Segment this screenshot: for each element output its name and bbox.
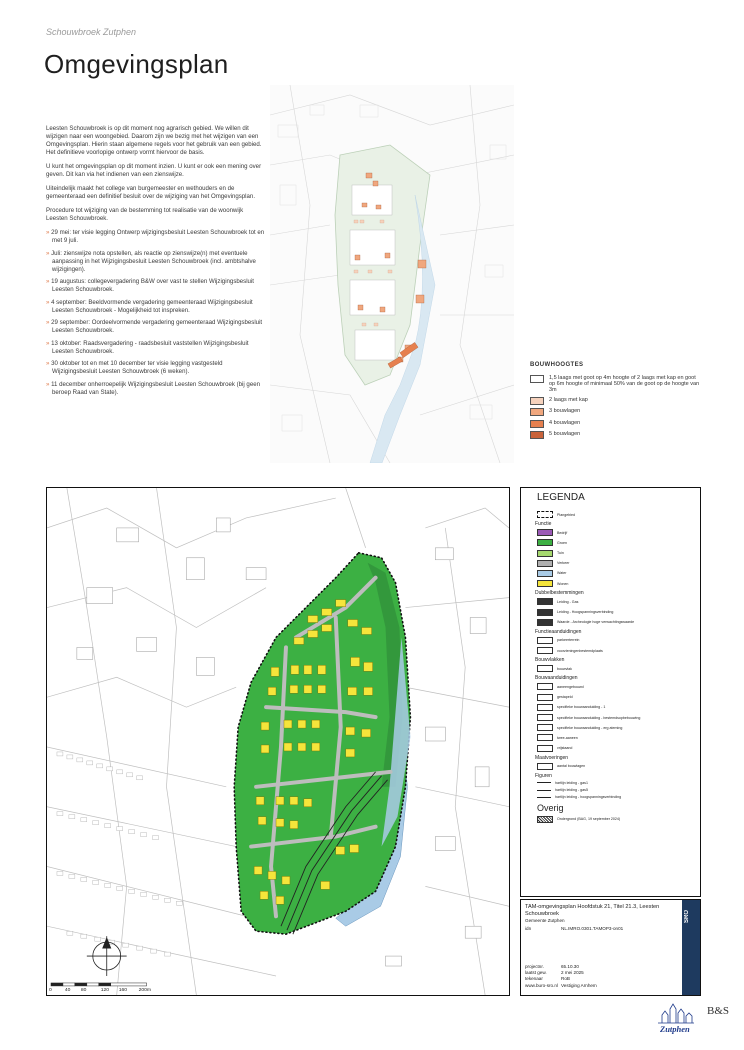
legend-label: vrijstaand [557, 746, 573, 751]
titleblock-key: tekenaar [525, 976, 543, 982]
legend-section-overig: Overig [537, 802, 564, 813]
procedure-step: » 29 september: Oordeelvormende vergadering gemeenteraad Wijzigingsbesluit Leesten Schouwbroek. [46, 319, 266, 335]
building-height-item [530, 408, 700, 416]
legend-label: Bedrijf [557, 530, 568, 535]
building-height-swatch [530, 431, 544, 439]
zutphen-logo [656, 1003, 696, 1039]
legend-swatch [537, 560, 553, 567]
building-height-label: 5 bouwlagen [549, 431, 581, 437]
building-height-swatch [530, 420, 544, 428]
procedure-step: » 4 september: Beeldvormende vergadering gemeenteraad Wijzigingsbesluit Leesten Schouwbroek - Mogelijkheid tot inspreken. [46, 299, 266, 315]
legend-item [537, 763, 694, 770]
sro-logo: SRO [684, 910, 690, 924]
legend-label: Groen [557, 540, 567, 545]
scale-label: 120 [100, 987, 110, 993]
legend-label: hartlijn leiding - hoogspanningsverbinding [555, 795, 622, 800]
titleblock-key: www.buro-sro.nl [525, 982, 558, 988]
legend-section: Functieaanduidingen [535, 628, 582, 635]
zoning-map [46, 487, 510, 996]
page-subtitle: Schouwbroek Zutphen [46, 27, 137, 37]
legend-label: Verkeer [557, 561, 570, 566]
building-heights-legend [530, 362, 700, 443]
map-legend [520, 487, 701, 897]
procedure-step: » 13 oktober: Raadsvergadering - raadsbesluit vaststellen Wijzigingsbesluit Leesten Schouwbroek. [46, 340, 266, 356]
legend-item [537, 745, 694, 752]
building-height-item [530, 397, 700, 405]
legend-label: hartlijn leiding - gas1 [555, 780, 588, 785]
legend-swatch [537, 724, 553, 731]
legend-label: parkeerterrein [557, 638, 580, 643]
intro-text [46, 125, 266, 401]
legend-label: specifieke bouwaanduiding - 1 [557, 705, 606, 710]
legend-item [537, 724, 694, 731]
legend-section: Bouwaanduidingen [535, 675, 578, 682]
building-height-label: 3 bouwlagen [549, 408, 581, 414]
legend-item [537, 570, 694, 577]
procedure-step: » 29 mei: ter visie legging Ontwerp wijzigingsbesluit Leesten Schouwbroek tot en met 9 juli. [46, 229, 266, 245]
page-title: Omgevingsplan [44, 49, 229, 79]
procedure-step: » Juli: zienswijze nota opstellen, als reactie op zienswijze(n) met eventuele aanpassing in het Wijzigingsbesluit Leesten Schouwbroek (incl. ambtshalve wijzigingen). [46, 250, 266, 274]
legend-item [537, 683, 694, 690]
legend-section: Figuren [535, 772, 552, 779]
legend-label: bouwvlak [557, 666, 572, 671]
legend-label: gestapeld [557, 695, 573, 700]
plan-heading: TAM-omgevingsplan Hoofdstuk 21, Titel 21.3, Leesten Schouwbroek [525, 904, 660, 917]
legend-item [537, 781, 694, 785]
id-label: idn [525, 926, 532, 931]
building-height-swatch [530, 375, 544, 383]
legend-item [537, 511, 694, 518]
legend-item [537, 816, 694, 823]
legend-section: Bouwvlakken [535, 657, 565, 664]
city-name: Zutphen [660, 1024, 690, 1034]
legend-label: Water [557, 571, 567, 576]
legend-item [537, 788, 694, 792]
legend-item [537, 665, 694, 672]
legend-item [537, 795, 694, 799]
bs-logo-text: B&S [707, 1005, 730, 1017]
legend-section: Maatvoeringen [535, 754, 569, 761]
municipality: Gemeente Zutphen [525, 918, 565, 923]
legend-label: Leiding - Gas [557, 599, 579, 604]
legend-section: Dubbelbestemmingen [535, 590, 584, 597]
legend-swatch [537, 609, 553, 616]
building-height-label: 4 bouwlagen [549, 419, 581, 426]
title-block [520, 899, 701, 996]
legend-label: aantal bouwlagen [557, 764, 586, 769]
scale-label: 40 [64, 987, 71, 993]
legend-swatch [537, 637, 553, 644]
id-value: NL.IMRO.0301.TAMOP3-on01 [561, 926, 624, 931]
legend-swatch [537, 763, 553, 770]
titleblock-value: 2 mei 2025 [561, 970, 584, 976]
scale-bar [51, 983, 147, 986]
titleblock-key: projectnr. [525, 964, 544, 969]
legend-swatch [537, 734, 553, 741]
legend-item [537, 734, 694, 741]
legend-label: Ondergrond (BAG, 19 september 2024) [557, 817, 621, 821]
titleblock-key: laatst gew. [525, 970, 547, 976]
bs-logo [707, 1006, 731, 1036]
legend-item [537, 704, 694, 711]
legend-swatch [537, 647, 553, 654]
building-heights-title: BOUWHOOGTES [530, 362, 584, 368]
building-height-label: 2 laags met kap [549, 396, 588, 403]
legend-swatch [537, 580, 553, 587]
legend-swatch [537, 539, 553, 546]
legend-swatch [537, 529, 553, 536]
intro-paragraph: Leesten Schouwbroek is op dit moment nog agrarisch gebied. We willen dit wijzigen naar een woongebied. Daarom zijn we bezig met het wijzigen van een Omgevingsplan. Hierin staan algemene regels voor het gebruik van een gebied. Het definitieve voorlopige ontwerp vormt hiervoor de basis. [46, 125, 262, 156]
legend-label: Waarde - Archeologie hoge verwachtingswaarde [557, 620, 635, 625]
legend-swatch [537, 683, 553, 690]
building-height-label: 1,5 laags met goot op 4m hoogte of 2 laags met kap en goot op 6m hoogte of minimaal 50% van de goot op de hoogte van 3m [549, 375, 700, 393]
legend-swatch [537, 570, 553, 577]
building-height-item [530, 431, 700, 439]
scale-label: 160 [118, 987, 127, 993]
legend-swatch [537, 714, 553, 721]
scale-label: 80 [80, 987, 87, 993]
legend-item [537, 619, 694, 626]
legend-item [537, 560, 694, 567]
legend-title: LEGENDA [537, 492, 585, 503]
legend-swatch [537, 797, 551, 798]
legend-label: specifieke bouwaanduiding - erg ateming [557, 725, 623, 730]
legend-swatch [537, 816, 553, 823]
titleblock-row [525, 983, 675, 989]
legend-label: twee-aaneen [557, 735, 578, 740]
intro-paragraph: Procedure tot wijziging van de bestemming tot realisatie van de woonwijk Leesten Schouwbroek. [46, 207, 244, 222]
legend-label: aaneengebouwd [557, 684, 584, 689]
legend-label: Plangebied [557, 512, 575, 517]
legend-swatch [537, 694, 553, 701]
legend-item [537, 529, 694, 536]
titleblock-value: 65.10.30 [561, 964, 579, 969]
legend-swatch [537, 704, 553, 711]
legend-label: voorzieningenbestemdplaats [557, 648, 603, 653]
procedure-step: » 30 oktober tot en met 10 december ter visie legging vastgesteld Wijzigingsbesluit Leesten Schouwbroek (6 weken). [46, 360, 266, 376]
legend-label: specifieke bouwaanduiding - bestemdsopbebouwing [557, 715, 641, 720]
legend-item [537, 637, 694, 644]
legend-swatch [537, 782, 551, 783]
legend-item [537, 539, 694, 546]
legend-item [537, 694, 694, 701]
legend-swatch [537, 790, 551, 791]
legend-item [537, 647, 694, 654]
building-heights-map [270, 85, 514, 463]
procedure-step: » 19 augustus: collegevergadering B&W over vast te stellen Wijzigingsbesluit Leesten Schouwbroek. [46, 278, 266, 294]
legend-label: hartlijn leiding - gas5 [555, 788, 588, 793]
legend-swatch [537, 745, 553, 752]
legend-label: Wonen [557, 581, 569, 586]
legend-item [537, 598, 694, 605]
legend-item [537, 550, 694, 557]
building-height-swatch [530, 408, 544, 416]
building-height-item [530, 375, 700, 393]
legend-swatch [537, 619, 553, 626]
titleblock-value: RoB [561, 976, 570, 982]
procedure-steps [46, 229, 266, 397]
intro-paragraph: U kunt het omgevingsplan op dit moment inzien. U kunt er ook een mening over geven. Dit kan via het indienen van een zienswijze. [46, 163, 262, 178]
legend-section: Functie [535, 521, 552, 528]
city-skyline-icon [656, 1003, 696, 1025]
legend-item [537, 580, 694, 587]
legend-item [537, 609, 694, 616]
legend-swatch [537, 598, 553, 605]
legend-label: Tuin [557, 551, 564, 556]
sro-brand-bar [682, 900, 700, 995]
scale-label: 0 [48, 987, 52, 993]
legend-item [537, 714, 694, 721]
procedure-step: » 11 december onherroepelijk Wijzigingsbesluit Leesten Schouwbroek (bij geen beroep Raad van State). [46, 381, 266, 397]
titleblock-value: Vestiging Arnhem [561, 982, 597, 988]
intro-paragraph: Uiteindelijk maakt het college van burgemeester en wethouders en de gemeenteraad een definitief besluit over de wijziging van het Omgevingsplan. [46, 185, 256, 200]
scale-label: 200m [138, 987, 152, 993]
legend-swatch [537, 665, 553, 672]
building-height-item [530, 420, 700, 428]
legend-swatch [537, 550, 553, 557]
building-height-swatch [530, 397, 544, 405]
legend-label: Leiding - Hoogspanningsverbinding [557, 610, 614, 614]
